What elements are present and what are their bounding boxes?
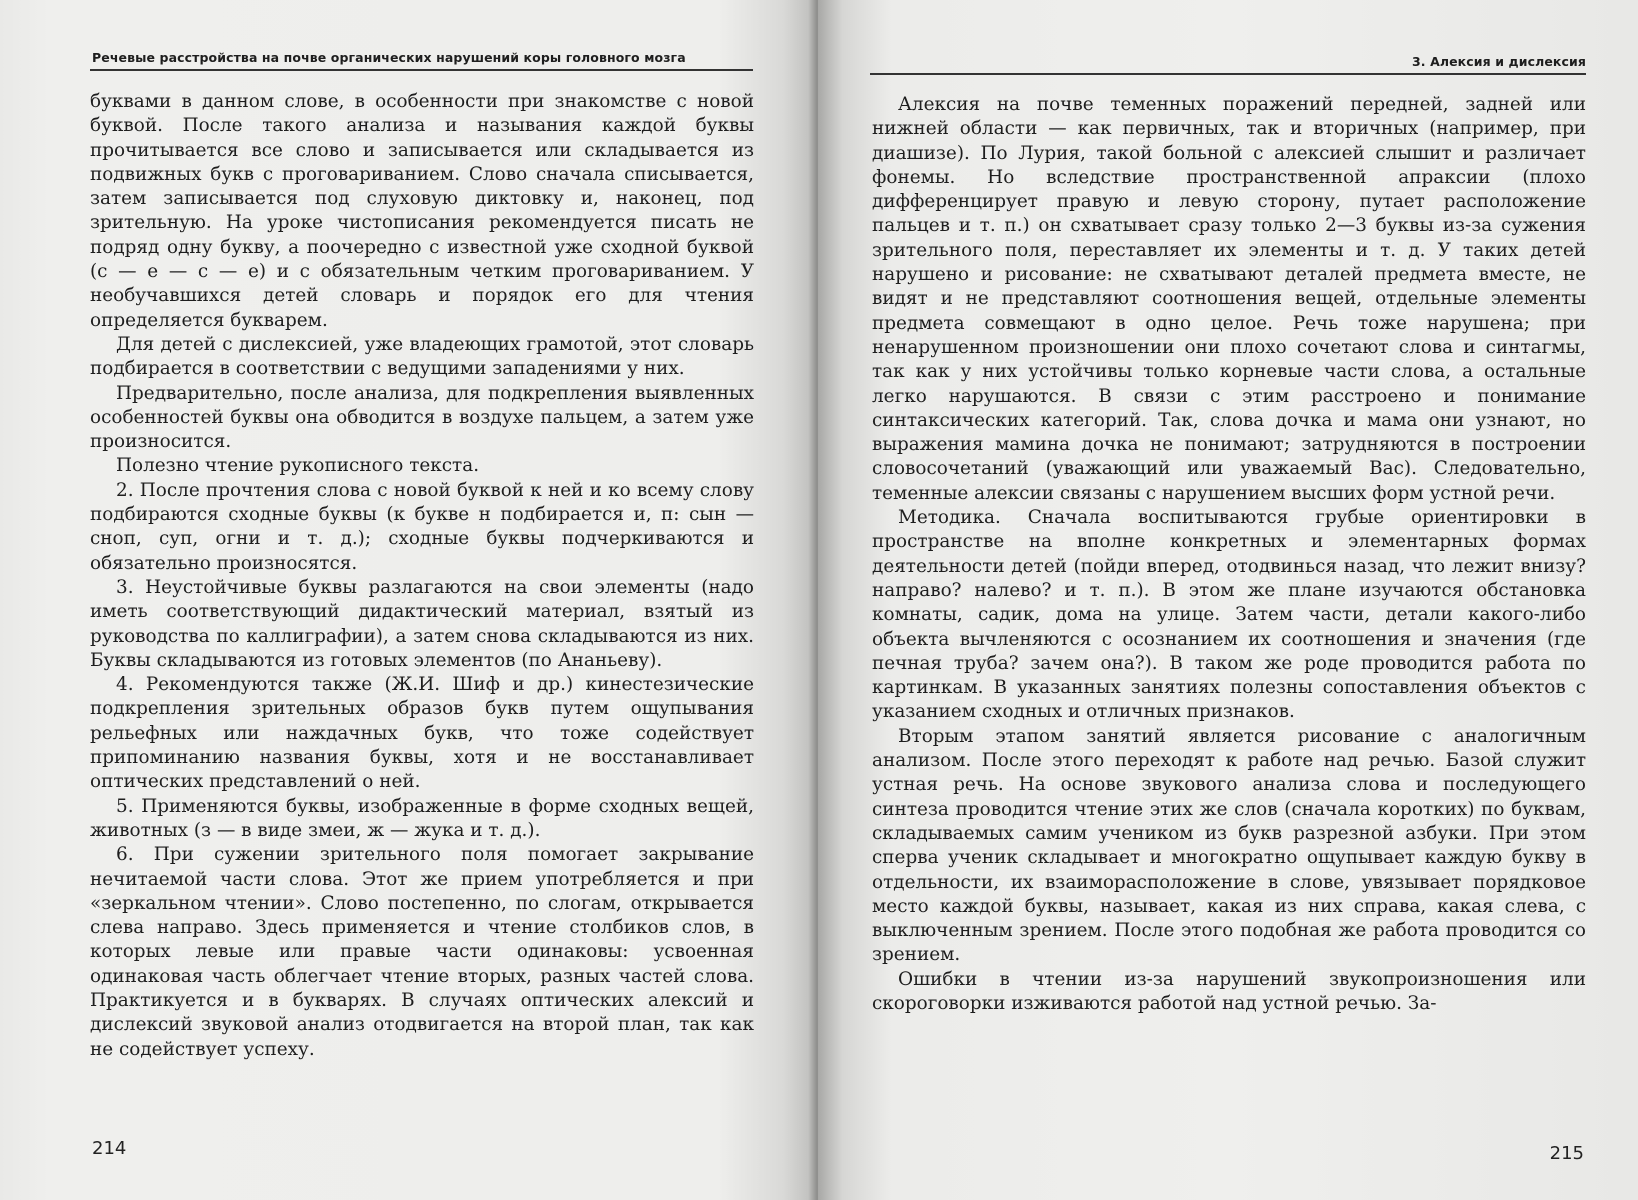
paragraph: 2. После прочтения слова с новой буквой к ней и ко всему слову подбираются сходные буквы (к букве н подбирается и, п: сын — сноп, суп, огни и т. д.); сходные буквы подчеркиваются и обязательно произносятся. [90,479,754,574]
paragraph: 6. При сужении зрительного поля помогает закрывание нечитаемой части слова. Этот же прием употребляется и при «зеркальном чтении». Слово постепенно, по слогам, открывается слева направо. Здесь применяется и чтение столбиков слов, в которых левые или правые части одинаковы: усвоенная одинаковая часть облегчает чтение вторых, разных частей слова. Практикуется и в букварях. В случаях оптических алексий и дислексий звуковой анализ отодвигается на второй план, так как не содействует успеху. [90,844,754,1060]
right-body-text [872,93,1586,1016]
paragraph: Алексия на почве теменных поражений передней, задней или нижней области — как первичных, так и вторичных (например, при диашизе). По Лурия, такой больной с алексией слышит и различает фонемы. Но вследствие пространственной апраксии (плохо дифференцирует правую и левую сторону, путает расположение пальцев и т. п.) он схватывает сразу только 2—3 буквы из-за сужения зрительного поля, переставляет их элементы и т. д. У таких детей нарушено и рисование: не схватывают деталей предмета вместе, не видят и не представляют соотношения вещей, отдельные элементы предмета совмещают в одно целое. Речь тоже нарушена; при ненарушенном произношении они плохо сочетают слова и синтагмы, так как у них устойчивы только корневые части слова, а остальные легко нарушаются. В связи с этим расстроено и понимание синтаксических категорий. Так, слова дочка и мама они узнают, но выражения мамина дочка не понимают; затрудняются в построении словосочетаний (уважающий или уважаемый Вас). Следовательно, теменные алексии связаны с нарушением высших форм устной речи. [872,94,1586,504]
right-page [818,0,1638,1200]
left-page [0,0,816,1200]
paragraph: буквами в данном слове, в особенности при знакомстве с новой буквой. После такого анализа и называния каждой буквы прочитывается все слово и записывается или складывается из подвижных букв с проговариванием. Слово сначала списывается, затем записывается под слуховую диктовку и, наконец, под зрительную. На уроке чистописания рекомендуется писать не подряд одну букву, а поочередно с известной уже сходной буквой (с — е — с — е) и с обязательным четким проговариванием. У необучавшихся детей словарь и порядок его для чтения определяется букварем. [90,91,754,331]
left-header-rule [90,69,753,71]
paragraph: Предварительно, после анализа, для подкрепления выявленных особенностей буквы она обводится в воздухе пальцем, а затем уже произносится. [90,382,754,453]
left-running-head: Речевые расстройства на почве органических нарушений коры головного мозга [92,50,686,65]
left-page-number: 214 [92,1138,127,1159]
paragraph: 3. Неустойчивые буквы разлагаются на свои элементы (надо иметь соответствующий дидактический материал, взятый из руководства по каллиграфии), а затем снова складываются из них. Буквы складываются из готовых элементов (по Ананьеву). [90,576,754,671]
paragraph: 4. Рекомендуются также (Ж.И. Шиф и др.) кинестезические подкрепления зрительных образов букв путем ощупывания рельефных или наждачных букв, что тоже содействует припоминанию названия буквы, хотя и не восстанавливает оптических представлений о ней. [90,674,754,793]
paragraph: Методика. Сначала воспитываются грубые ориентировки в пространстве на вполне конкретных и элементарных формах деятельности детей (пойди вперед, отодвинься назад, что лежит внизу? направо? налево? и т. п.). В этом же плане изучаются обстановка комнаты, садик, дома на улице. Затем части, детали какого-либо объекта вычленяются с осознанием их соотношения и значения (где печная труба? зачем она?). В таком же роде проводится работа по картинкам. В указанных занятиях полезны сопоставления объектов с указанием сходных и отличных признаков. [872,507,1586,723]
paragraph: Для детей с дислексией, уже владеющих грамотой, этот словарь подбирается в соответствии с ведущими западениями у них. [90,333,754,380]
left-body-text [90,90,754,1062]
right-running-head: 3. Алексия и дислексия [1411,54,1586,69]
paragraph: Полезно чтение рукописного текста. [116,455,480,477]
paragraph: Вторым этапом занятий является рисование с аналогичным анализом. После этого переходят к работе над речью. Базой служит устная речь. На основе звукового анализа слова и последующего синтеза проводится чтение этих же слов (сначала коротких) по буквам, складываемых самим учеником из букв разрезной азбуки. При этом сперва ученик складывает и многократно ощупывает каждую букву в отдельности, их взаиморасположение в слове, увязывает порядковое место каждой буквы, называет, какая из них справа, какая слева, с выключенным зрением. После этого подобная же работа проводится со зрением. [872,725,1586,966]
right-page-number: 215 [1549,1143,1584,1164]
paragraph: Ошибки в чтении из-за нарушений звукопроизношения или скороговорки изживаются работой над устной речью. За- [872,968,1586,1014]
right-header-rule [870,73,1586,75]
paragraph: 5. Применяются буквы, изображенные в форме сходных вещей, животных (з — в виде змеи, ж — жука и т. д.). [90,795,754,841]
